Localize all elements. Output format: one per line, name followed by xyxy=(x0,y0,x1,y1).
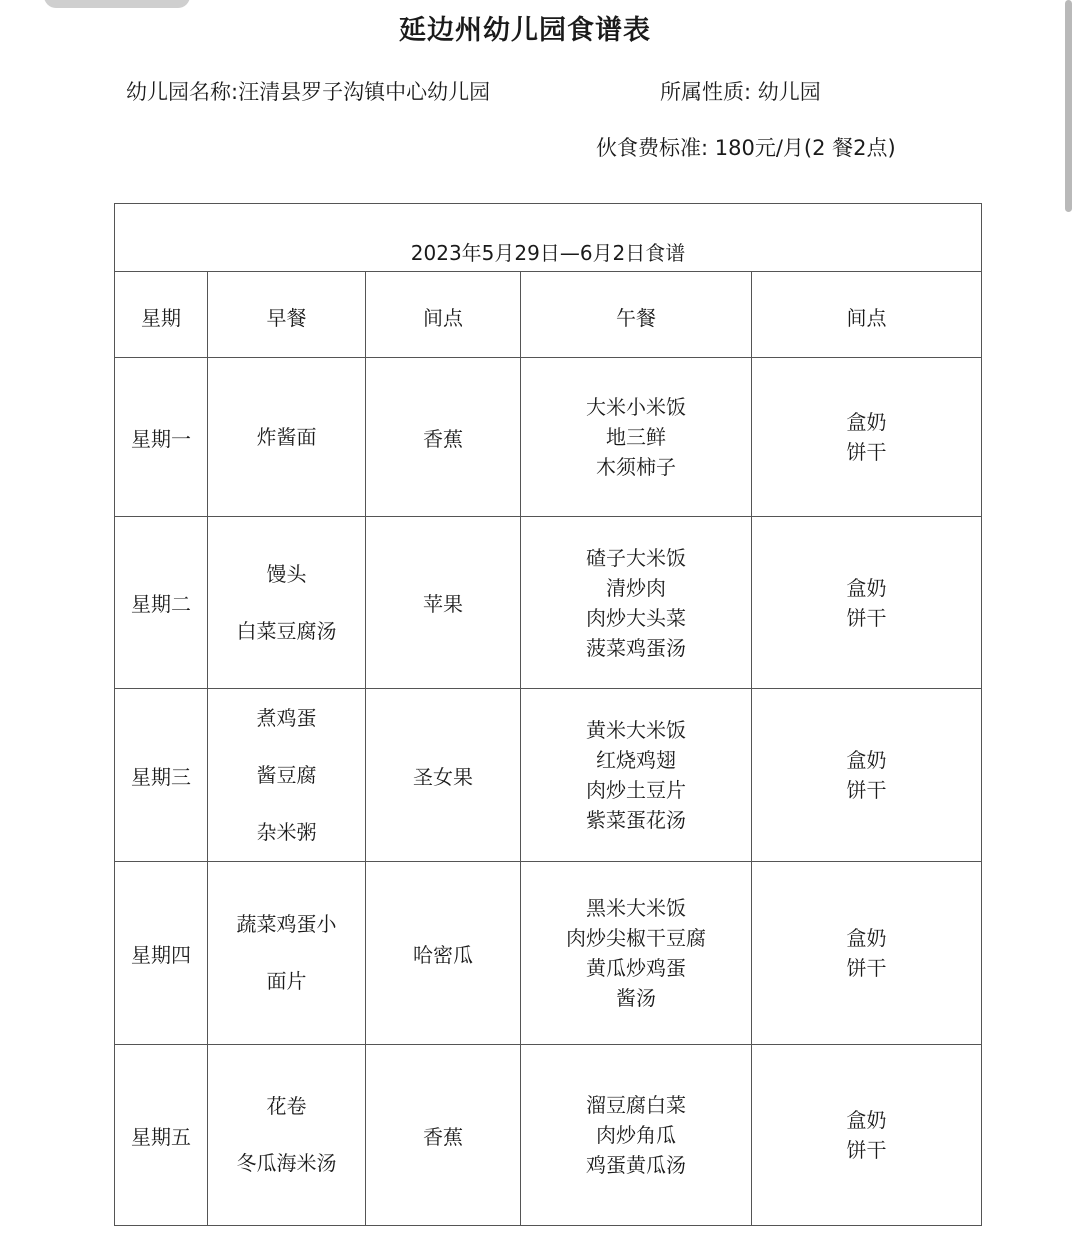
lunch-cell xyxy=(521,862,752,1045)
lunch-item: 黑米大米饭 xyxy=(586,896,686,920)
lunch-item: 黄瓜炒鸡蛋 xyxy=(586,956,686,980)
breakfast-cell xyxy=(208,358,366,517)
snack-item: 盒奶 xyxy=(846,1108,887,1132)
day-cell: 星期五 xyxy=(115,1045,208,1226)
snack-item: 饼干 xyxy=(846,956,887,980)
meal-fee-standard: 伙食费标准: 180元/月(2 餐2点) xyxy=(596,136,896,160)
menu-table xyxy=(114,203,982,1226)
breakfast-item: 面片 xyxy=(266,969,307,993)
snack-cell: 香蕉 xyxy=(366,358,521,517)
header-snack-morning: 间点 xyxy=(366,272,521,358)
header-breakfast: 早餐 xyxy=(208,272,366,358)
afternoon-snack-cell xyxy=(752,1045,982,1226)
snack-item: 饼干 xyxy=(846,605,887,630)
header-row xyxy=(115,272,982,358)
day-cell: 星期一 xyxy=(115,358,208,517)
breakfast-item: 炸酱面 xyxy=(256,424,317,449)
breakfast-cell xyxy=(208,1045,366,1226)
kindergarten-name: 幼儿园名称:汪清县罗子沟镇中心幼儿园 xyxy=(126,80,491,104)
breakfast-item: 馒头 xyxy=(266,561,307,586)
header-snack-afternoon: 间点 xyxy=(752,272,982,358)
snack-item: 饼干 xyxy=(846,778,887,802)
lunch-item: 大米小米饭 xyxy=(586,395,686,419)
lunch-item: 紫菜蛋花汤 xyxy=(586,808,686,832)
afternoon-snack-cell xyxy=(752,862,982,1045)
snack-item: 盒奶 xyxy=(846,575,887,600)
snack-item: 盒奶 xyxy=(846,410,887,434)
snack-item: 饼干 xyxy=(846,440,887,464)
breakfast-item: 蔬菜鸡蛋小 xyxy=(236,912,337,936)
breakfast-cell xyxy=(208,862,366,1045)
top-tab-handle xyxy=(44,0,190,8)
table-row xyxy=(115,358,982,517)
snack-cell: 香蕉 xyxy=(366,1045,521,1226)
menu-caption: 2023年5月29日—6月2日食谱 xyxy=(410,241,686,265)
snack-item: 盒奶 xyxy=(846,748,887,772)
lunch-item: 肉炒土豆片 xyxy=(586,778,686,802)
afternoon-snack-cell xyxy=(752,358,982,517)
kindergarten-type: 所属性质: 幼儿园 xyxy=(660,80,821,104)
breakfast-item: 冬瓜海米汤 xyxy=(236,1151,337,1175)
header-lunch: 午餐 xyxy=(521,272,752,358)
lunch-item: 肉炒尖椒干豆腐 xyxy=(566,926,706,950)
breakfast-item: 花卷 xyxy=(266,1094,307,1118)
lunch-item: 清炒肉 xyxy=(606,575,666,600)
breakfast-item: 酱豆腐 xyxy=(256,762,317,787)
breakfast-item: 杂米粥 xyxy=(256,819,317,844)
afternoon-snack-cell xyxy=(752,517,982,689)
breakfast-cell xyxy=(208,689,366,862)
afternoon-snack-cell xyxy=(752,689,982,862)
lunch-item: 黄米大米饭 xyxy=(586,718,686,742)
breakfast-item: 白菜豆腐汤 xyxy=(236,618,337,643)
lunch-item: 溜豆腐白菜 xyxy=(586,1093,686,1117)
table-row xyxy=(115,689,982,862)
day-cell: 星期三 xyxy=(115,689,208,862)
lunch-cell xyxy=(521,358,752,517)
lunch-cell xyxy=(521,1045,752,1226)
lunch-item: 菠菜鸡蛋汤 xyxy=(586,635,686,660)
lunch-item: 鸡蛋黄瓜汤 xyxy=(586,1153,686,1177)
menu-caption-cell xyxy=(115,204,982,272)
snack-cell: 苹果 xyxy=(366,517,521,689)
lunch-item: 木须柿子 xyxy=(596,455,676,479)
lunch-cell xyxy=(521,517,752,689)
lunch-item: 地三鲜 xyxy=(606,425,666,449)
lunch-item: 肉炒角瓜 xyxy=(596,1123,676,1147)
lunch-item: 酱汤 xyxy=(616,986,656,1010)
snack-cell: 哈密瓜 xyxy=(366,862,521,1045)
lunch-cell xyxy=(521,689,752,862)
lunch-item: 红烧鸡翅 xyxy=(596,748,676,772)
snack-item: 饼干 xyxy=(846,1138,887,1162)
scrollbar-thumb[interactable] xyxy=(1065,0,1072,212)
snack-cell: 圣女果 xyxy=(366,689,521,862)
table-row xyxy=(115,517,982,689)
breakfast-item: 煮鸡蛋 xyxy=(256,705,317,730)
page-title: 延边州幼儿园食谱表 xyxy=(399,15,651,46)
breakfast-cell xyxy=(208,517,366,689)
lunch-item: 肉炒大头菜 xyxy=(586,605,686,630)
lunch-item: 碴子大米饭 xyxy=(586,545,686,570)
snack-item: 盒奶 xyxy=(846,926,887,950)
day-cell: 星期四 xyxy=(115,862,208,1045)
header-day: 星期 xyxy=(115,272,208,358)
table-row xyxy=(115,1045,982,1226)
table-row xyxy=(115,862,982,1045)
day-cell: 星期二 xyxy=(115,517,208,689)
